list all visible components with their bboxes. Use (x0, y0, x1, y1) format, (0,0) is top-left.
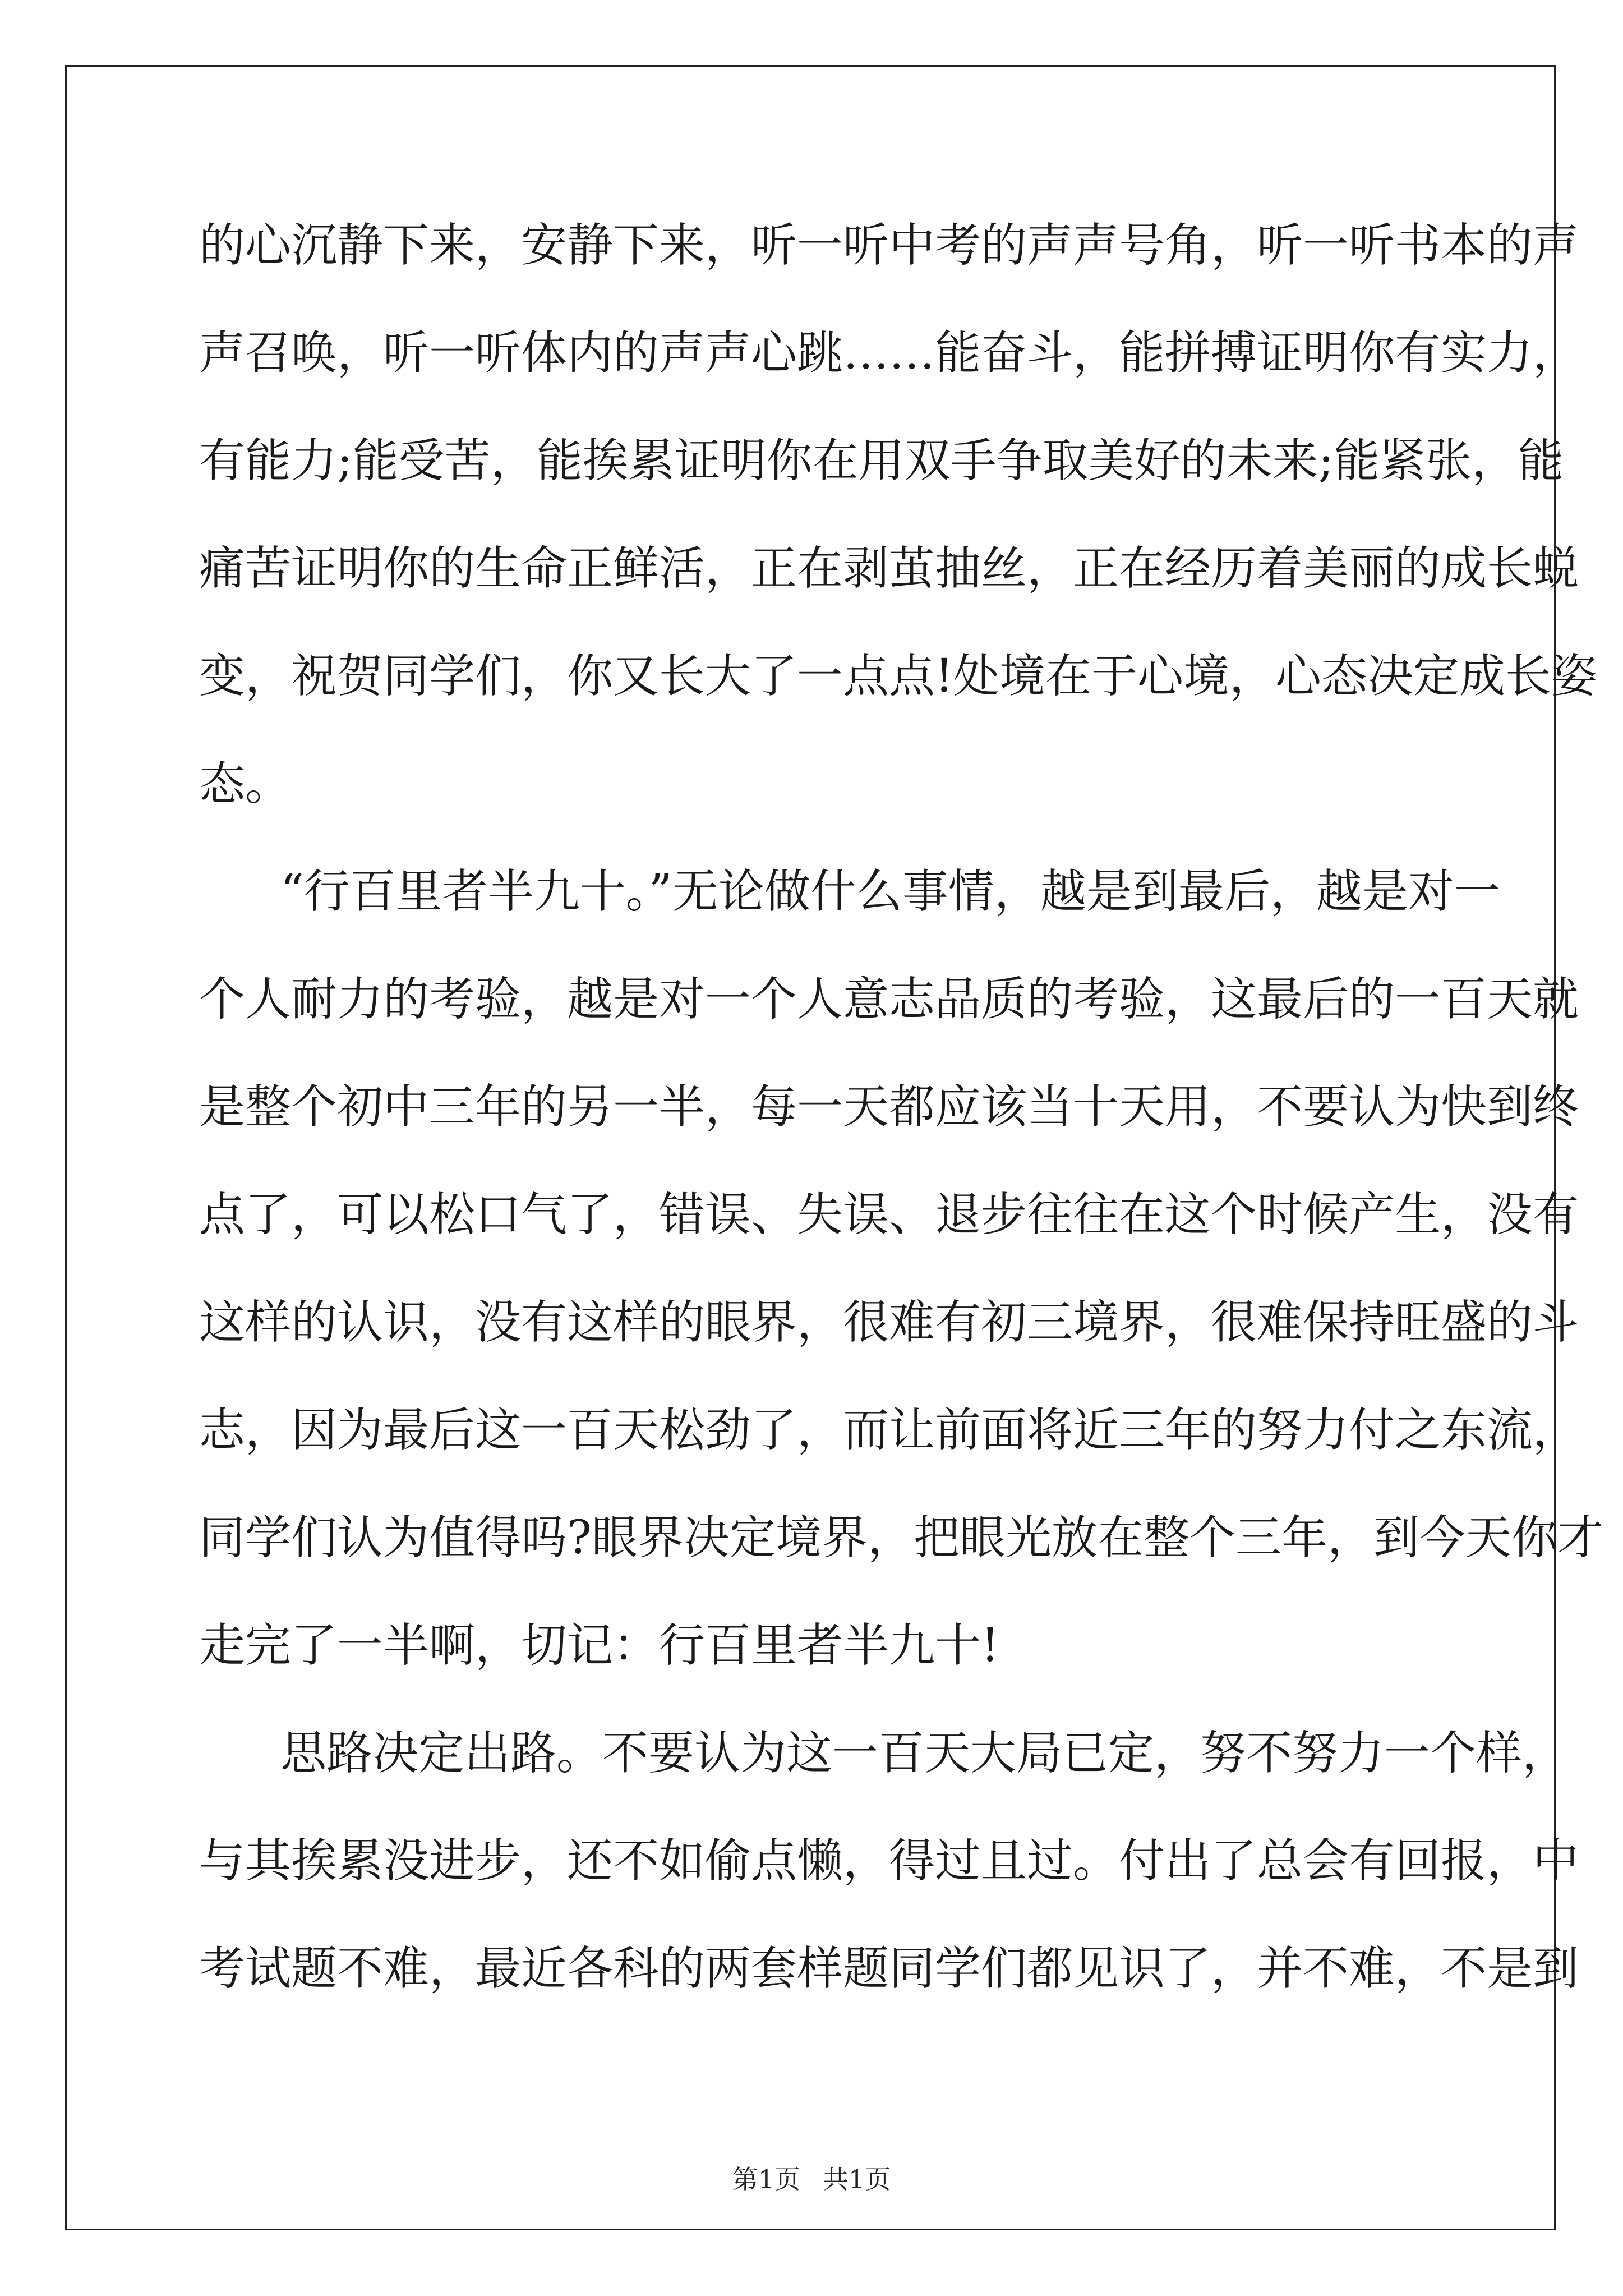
text-line: 这样的认识，没有这样的眼界，很难有初三境界，很难保持旺盛的斗 (199, 1296, 1579, 1349)
text-line: 走完了一半啊，切记：行百里者半九十! (199, 1619, 999, 1672)
page-footer (0, 2162, 1623, 2196)
text-line: 变，祝贺同学们，你又长大了一点点!处境在于心境，心态决定成长姿 (199, 650, 1597, 703)
text-line: 与其挨累没进步，还不如偷点懒，得过且过。付出了总会有回报，中 (199, 1834, 1579, 1888)
text-line: 声召唤，听一听体内的声声心跳……能奋斗，能拼搏证明你有实力， (199, 326, 1579, 380)
text-line: “行百里者半九十。”无论做什么事情，越是到最后，越是对一 (280, 865, 1500, 918)
text-line: 点了，可以松口气了，错误、失误、退步往往在这个时候产生，没有 (199, 1188, 1579, 1241)
text-line: 思路决定出路。不要认为这一百天大局已定，努不努力一个样， (280, 1727, 1569, 1780)
text-line: 的心沉静下来，安静下来，听一听中考的声声号角，听一听书本的声 (199, 219, 1579, 272)
text-line: 志，因为最后这一百天松劲了，而让前面将近三年的努力付之东流， (199, 1404, 1579, 1457)
page-border (65, 65, 1603, 2230)
page-number: 第1页 (732, 2164, 800, 2194)
text-line: 个人耐力的考验，越是对一个人意志品质的考验，这最后的一百天就 (199, 973, 1579, 1026)
text-line: 考试题不难，最近各科的两套样题同学们都见识了，并不难，不是到 (199, 1942, 1579, 1995)
text-line: 痛苦证明你的生命正鲜活，正在剥茧抽丝，正在经历着美丽的成长蜕 (199, 542, 1579, 595)
text-line: 是整个初中三年的另一半，每一天都应该当十天用，不要认为快到终 (199, 1080, 1579, 1134)
text-line: 态。 (199, 757, 292, 811)
text-line: 有能力;能受苦，能挨累证明你在用双手争取美好的未来;能紧张，能 (199, 434, 1564, 487)
text-line: 同学们认为值得吗?眼界决定境界，把眼光放在整个三年，到今天你才 (199, 1511, 1603, 1565)
page-total: 共1页 (823, 2164, 891, 2194)
